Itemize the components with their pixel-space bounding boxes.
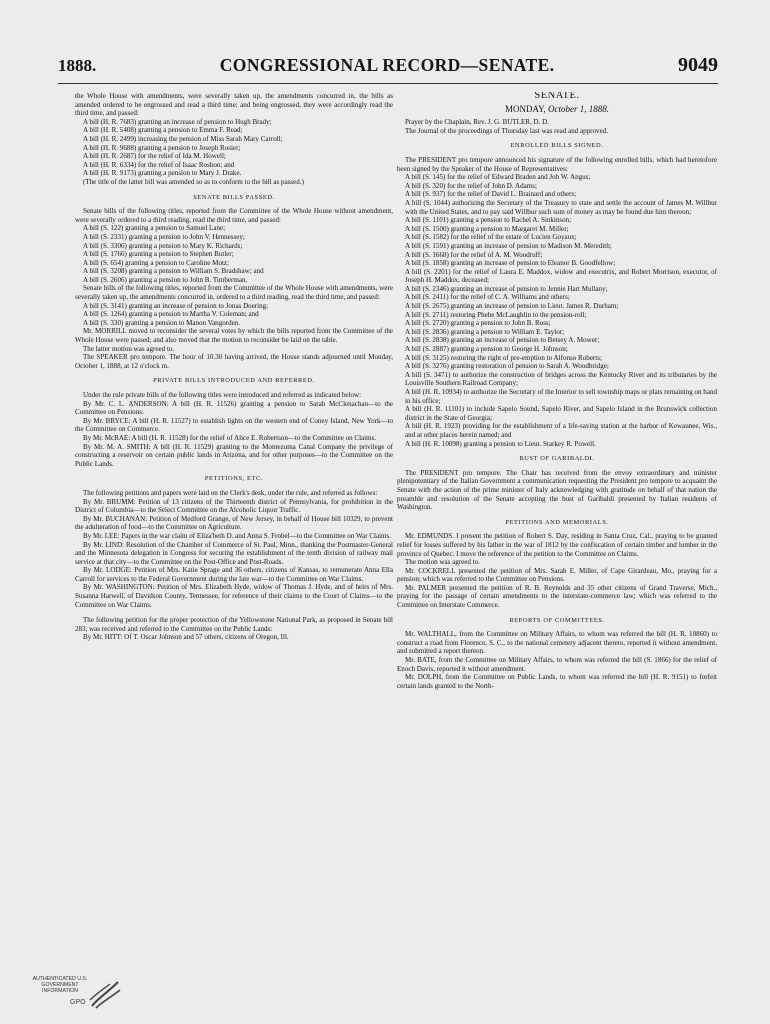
list-item: By Mr. BRYCE: A bill (H. R. 11527) to establish lights on the western end of Coney Island, New York—to the Committee on Commerce. [75,416,393,434]
intro-paragraph: the Whole House with amendments, were severally taken up, the amendments concurred in, the bills as amended ordered to be engrossed and read a third time; and being engrossed, they were accordingly read the third time, and passed: [75,92,393,118]
list-item: A bill (S. 3276) granting restoration of pension to Sarah A. Woodbridge; [405,362,609,371]
list-item: A bill (H. R. 6334) for the relief of Isaac Rosbon; and [83,160,235,169]
list-item: A bill (H. R. 2499) increasing the pension of Miss Sarah Mary Carroll; [83,134,283,143]
paragraph: The PRESIDENT pro tempore announced his signature of the following enrolled bills, which had heretofore been signed by the Speaker of the House of Representatives: [397,155,717,173]
section-heading: ENROLLED BILLS SIGNED. [510,142,604,150]
list-item: A bill (H. R. 9688) granting a pension to Joseph Rosier; [83,143,241,152]
list-item: A bill (S. 1582) for the relief of the estate of Lucien Goyaux; [405,233,577,242]
list-item: A bill (S. 1858) granting an increase of pension to Eleanor B. Goodfellow; [405,259,616,268]
page-header [58,54,718,84]
section-heading: PRIVATE BILLS INTRODUCED AND REFERRED. [153,377,315,385]
paragraph: The PRESIDENT pro tempore. The Chair has received from the envoy extraordinary and minister plenipotentiary of the Italian Government a communication requesting the President pro tempore to acquaint the Senate with the action of the prime minister of Italy acknowledging with gratitude on behalf of that nation the preamble and resolution of the Senate accepting the bust of Garibaldi presented by Italian residents of Washington. [397,468,717,512]
paragraph: Mr. MORRILL moved to reconsider the several votes by which the bills reported from the Committee of the Whole House were passed; and also moved that the motion to reconsider be laid on the table. [75,327,393,345]
right-column [397,92,717,972]
list-item: By Mr. C. L. ANDERSON: A bill (H. R. 11526) granting a pension to Sarah McClenachan—to the Committee on Pensions. [75,399,393,417]
list-item: A bill (S. 654) granting a pension to Caroline Motz; [83,258,230,267]
list-item: A bill (S. 2606) granting a pension to John B. Timberman. [83,275,248,284]
list-item: A bill (S. 145) for the relief of Edward Braden and Job W. Angus; [405,173,591,182]
list-item: A bill (S. 3208) granting a pension to William S. Bradshaw; and [83,267,264,276]
list-item: A bill (H. R. 10098) granting a pension to Lieut. Starkey R. Powell. [405,439,596,448]
list-item: A bill (S. 1500) granting a pension to Margaret M. Miller; [405,224,569,233]
session-date [397,105,717,114]
date-text: October 1, 1888. [548,103,609,114]
list-item: A bill (H. R. 10934) to authorize the Secretary of the Interior to sell township maps or plats remaining on hand in his office; [405,388,717,405]
list-item: A bill (S. 1264) granting a pension to Martha V. Coleman; and [83,310,259,319]
header-page-number: 9049 [677,54,718,76]
eagle-seal-icon [88,978,124,1012]
paragraph: The following petitions and papers were laid on the Clerk's desk, under the rule, and referred as follows: [83,488,378,497]
paragraph: The Journal of the proceedings of Thursday last was read and approved. [405,126,608,135]
list-item: A bill (H. R. 5408) granting a pension to Emma F. Read; [83,126,243,135]
paragraph: By Mr. HITT: Of T. Oscar Johnson and 57 others, citizens of Oregon, Ill. [83,633,289,642]
list-item: A bill (S. 2838) granting an increase of pension to Betsey A. Mower; [405,336,600,345]
list-item: A bill (S. 3125) restoring the right of pre-emption to Alfonso Roberts; [405,353,602,362]
stamp-gpo: GPO [70,999,86,1006]
list-item: A bill (S. 1591) granting an increase of pension to Madison M. Meredith; [405,241,612,250]
list-item: A bill (H. R. 1923) providing for the establishment of a life-saving station at the harbor of Kewaunee, Wis., and at other places herein named; and [405,422,717,439]
list-item: A bill (S. 2836) granting a pension to William E. Taylor; [405,327,565,336]
section-heading: BUST OF GARIBALDI. [519,455,595,463]
paragraph: Mr. EDMUNDS. I present the petition of Robert S. Day, residing in Santa Cruz, Cal., praying to be granted relief for losses suffered by his father in the war of 1812 by the confiscation of certain timber and lumber in the province of Quebec. I move the reference of the petition to the Committee on Claims. [397,532,717,558]
paragraph: Prayer by the Chaplain, Rev. J. G. BUTLER, D. D. [405,118,549,127]
list-item: A bill (S. 2720) granting a pension to John B. Ross; [405,319,551,328]
list-item: A bill (S. 2331) granting a pension to John V. Hennessey; [83,232,245,241]
left-column [75,92,393,972]
list-item: A bill (S. 2675) granting an increase of pension to Lieut. James R. Durham; [405,302,619,311]
list-item: By Mr. BUCHANAN: Petition of Medford Grange, of New Jersey, in behalf of House bill 10329, to prevent the adulteration of food—to the Committee on Agriculture. [75,514,393,532]
house-bills-list [75,118,393,178]
header-year: 1888. [58,56,97,75]
list-item: By Mr. BRUMM: Petition of 13 citizens of the Thirteenth district of Pennsylvania, for prohibition in the District of Columbia—to the Select Committee on the Alcoholic Liquor Traffic. [75,497,393,515]
title-note: (The title of the latter bill was amended so as to conform to the bill as passed.) [83,177,304,186]
list-item: By Mr. LODGE: Petition of Mrs. Katie Sprage and 36 others, citizens of Kansas, to remunerate Anna Ella Carroll for services to the Federal Government during the late war—to the Committee on War Claims. [75,566,393,583]
paragraph: Under the rule private bills of the following titles were introduced and referred as indicated below: [83,391,362,399]
list-item: By Mr. M. A. SMITH: A bill (H. R. 11529) granting to the Montezuma Canal Company the privilege of constructing a reservoir on certain public lands in Arizona, and for other purposes—to the Committee on the Public Lands. [75,442,393,468]
paragraph: The latter motion was agreed to. [83,344,175,353]
paragraph: Senate bills of the following titles, reported from the Committee of the Whole House with amendments, were severally taken up, the amendments concurred in, ordered to a third reading, read the third time, and passed: [75,284,393,302]
header-title: CONGRESSIONAL RECORD—SENATE. [219,55,555,75]
list-item: By Mr. LEE: Papers in the war claim of Eliza'beth D. and Anna S. Frobel—to the Committee on War Claims. [83,531,392,540]
list-item: By Mr. WASHINGTON: Petition of Mrs. Elizabeth Hyde, widow of Thomas J. Hyde, and of heirs of Mrs. Susanna Harwell, of Davidson County, Tennessee, for reference of their claims to the Court of Claims—to the Committee on War Claims. [75,583,393,609]
stamp-text: AUTHENTICATED U.S. GOVERNMENT INFORMATION [32,976,88,995]
list-item: A bill (S. 3306) granting a pension to Mary K. Richards; [83,241,243,250]
gpo-authentication-stamp [26,976,136,1014]
paragraph: Mr. WALTHALL, from the Committee on Military Affairs, to whom was referred the bill (H. R. 10860) to construct a road from Florence, S. C., to the national cemetery adjacent thereto, reported it without amendment, and submitted a report thereon. [397,630,717,656]
section-heading: PETITIONS, ETC. [204,475,264,483]
list-item: A bill (S. 1101) granting a pension to Rachel A. Sinkinson; [405,216,572,225]
list-item: A bill (S. 2346) granting an increase of pension to Jennie Hart Mullany; [405,284,608,293]
paragraph: Mr. PALMER presented the petition of R. B. Reynolds and 35 other citizens of Grand Traverse, Mich., praying for the passage of certain amendments to the interstate-commerce law; which was referred to the Committee on Interstate Commerce. [397,583,717,610]
list-item: A bill (S. 330) granting a pension to Manon Vangorden. [83,318,241,327]
list-item: A bill (S. 1668) for the relief of A. M. Woodruff; [405,250,543,259]
list-item: A bill (S. 320) for the relief of John D. Adams; [405,181,537,190]
list-item: A bill (S. 122) granting a pension to Samuel Lane; [83,224,226,233]
paragraph: Mr. DOLPH, from the Committee on Public Lands, to whom was referred the bill (H. R. 9151) to forfeit certain lands granted to the North- [397,673,717,690]
paragraph: Senate bills of the following titles, reported from the Committee of the Whole House without amendment, were severally ordered to a third reading, read the third time, and passed: [75,207,393,224]
paragraph: The motion was agreed to. [405,558,480,567]
list-item: By Mr. LIND: Resolution of the Chamber of Commerce of St. Paul, Minn., thanking the Postmaster-General and the Minnesota delegation in Congress for securing the establishment of the tenth division of railway mail service at that city—to the Committee on the Post-Office and Post-Roads. [75,540,393,566]
list-item: A bill (H. R. 9173) granting a pension to Mary J. Drake. [83,169,242,178]
list-item: A bill (S. 2411) for the relief of C. A. Williams and others; [405,293,570,302]
paragraph: The SPEAKER pro tempore. The hour of 10.30 having arrived, the House stands adjourned until Monday, October 1, 1888, at 12 o'clock m. [75,353,393,370]
list-item: A bill (H. R. 11101) to include Sapelo Sound, Sapelo River, and Sapelo Island in the Brunswick collection district in the State of Georgia; [405,405,717,422]
paragraph: Mr. BATE, from the Committee on Military Affairs, to whom was referred the bill (S. 1866) for the relief of Enoch Davis, reported it without amendment. [397,656,717,673]
senate-bills-list [75,224,393,284]
list-item: A bill (S. 1044) authorizing the Secretary of the Treasury to state and settle the account of James M. Willbur with the United States, and to pay said Willbur such sum of money as may be found due him thereon; [405,198,717,216]
list-item: By Mr. McRAE: A bill (H. R. 11528) for the relief of Alice E. Robertson—to the Committee on Claims. [83,433,377,442]
list-item: A bill (S. 2887) granting a pension to George H. Johnson; [405,345,568,354]
list-item: A bill (H. R. 7683) granting an increase of pension to Hugh Brady; [83,117,272,126]
date-day: MONDAY, [504,103,546,114]
list-item: A bill (S. 1766) granting a pension to Stephen Butler; [83,250,234,259]
enrolled-bills-list [397,173,717,448]
list-item: A bill (H. R. 2687) for the relief of Ida M. Howell; [83,152,226,161]
list-item: A bill (S. 3471) to authorize the construction of bridges across the Kentucky River and its tributaries by the Louisville Southern Railroad Company; [405,370,717,388]
list-item: A bill (S. 2201) for the relief of Laura E. Maddox, widow and executrix, and Robert Morrison, executor, of Joseph H. Maddox, deceased; [405,267,717,285]
list-item: A bill (S. 2711) restoring Phebe McLaughlin to the pension-roll; [405,310,587,319]
list-item: A bill (S. 937) for the relief of David L. Brainard and others; [405,190,577,199]
section-heading: REPORTS OF COMMITTEES. [509,616,605,624]
paragraph: Mr. COCKRELL presented the petition of Mrs. Sarah E. Miller, of Cape Girardeau, Mo., praying for a pension; which was referred to the Committee on Pensions. [397,566,717,584]
section-heading: SENATE BILLS PASSED. [193,193,275,201]
senate-heading: SENATE. [534,92,580,101]
list-item: A bill (S. 3141) granting an increase of pension to Jonas Doering; [83,301,269,310]
paragraph: The following petition for the proper protection of the Yellowstone National Park, as proposed in Senate bill 283, was received and referred to the Committee on the Public Lands: [75,616,393,633]
section-heading: PETITIONS AND MEMORIALS. [505,518,609,526]
senate-amended-bills-list [75,302,393,328]
